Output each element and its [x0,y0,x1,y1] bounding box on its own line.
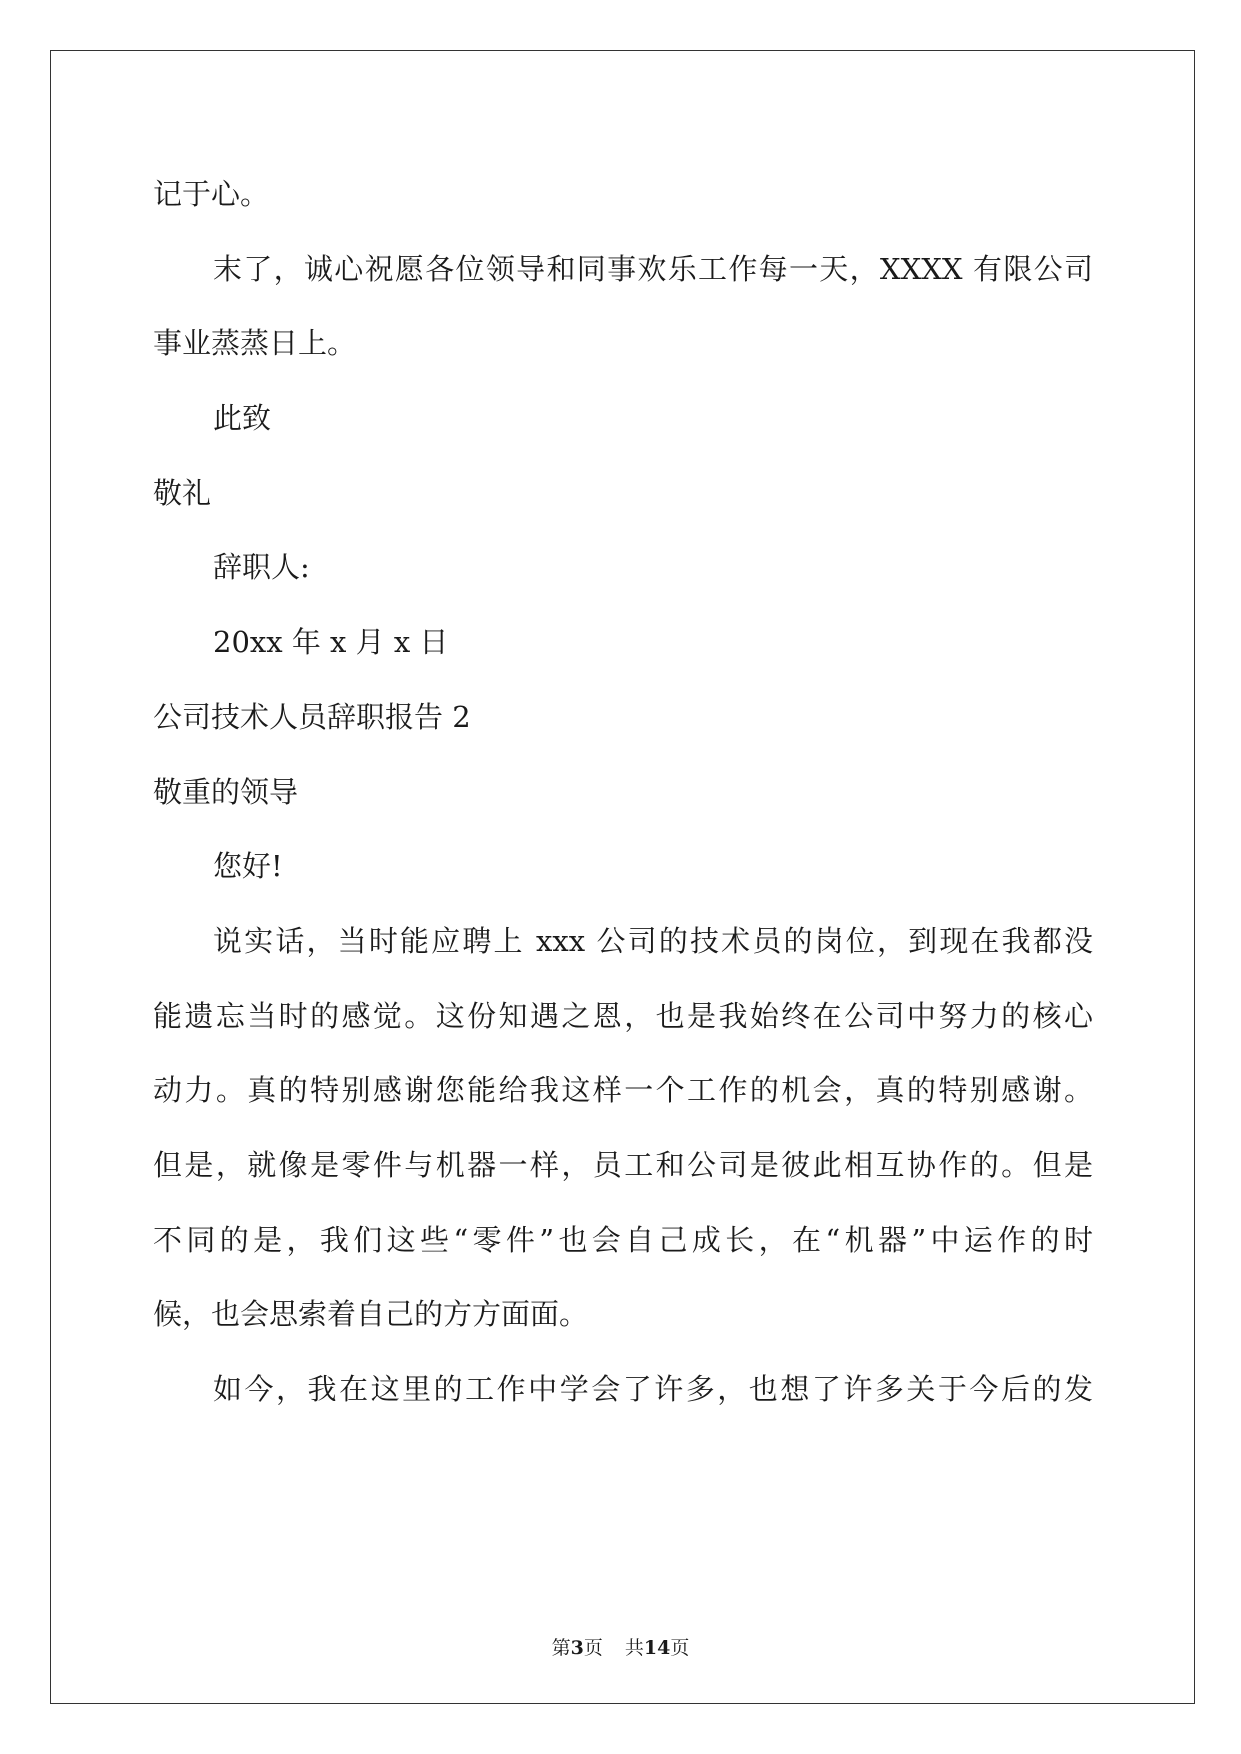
text-line: 但是，就像是零件与机器一样，员工和公司是彼此相互协作的。但是 [153,1147,1093,1182]
text-line: 如今，我在这里的工作中学会了许多，也想了许多关于今后的发 [213,1372,1093,1406]
page-prefix: 第 [551,1637,571,1659]
total-suffix: 页 [670,1637,690,1659]
letter-greeting: 您好! [213,849,283,884]
page-number: 3 [570,1637,584,1659]
section-title: 公司技术人员辞职报告 2 [153,699,471,734]
text-line: 能遗忘当时的感觉。这份知遇之恩，也是我始终在公司中努力的核心 [153,998,1093,1033]
closing-salutation: 此致 [213,401,272,436]
text-line: 事业蒸蒸日上。 [153,326,357,361]
text-line: 末了，诚心祝愿各位领导和同事欢乐工作每一天，XXXX 有限公司 [213,251,1093,286]
total-prefix: 共 [624,1637,644,1659]
page-footer [0,1633,1241,1660]
text-line: 动力。真的特别感谢您能给我这样一个工作的机会，真的特别感谢。 [153,1073,1093,1108]
text-line: 候，也会思索着自己的方方面面。 [153,1297,589,1332]
document-body [153,157,1093,1427]
total-pages: 14 [643,1637,671,1659]
text-line: 记于心。 [153,177,270,211]
closing-respect: 敬礼 [153,475,212,510]
date-line: 20xx 年 x 月 x 日 [213,625,449,660]
letter-addressee: 敬重的领导 [153,774,299,809]
page-suffix: 页 [583,1637,603,1659]
text-line: 不同的是，我们这些“零件”也会自己成长，在“机器”中运作的时 [153,1222,1093,1257]
text-line: 说实话，当时能应聘上 xxx 公司的技术员的岗位，到现在我都没 [213,923,1093,958]
signature-label: 辞职人: [213,550,310,585]
